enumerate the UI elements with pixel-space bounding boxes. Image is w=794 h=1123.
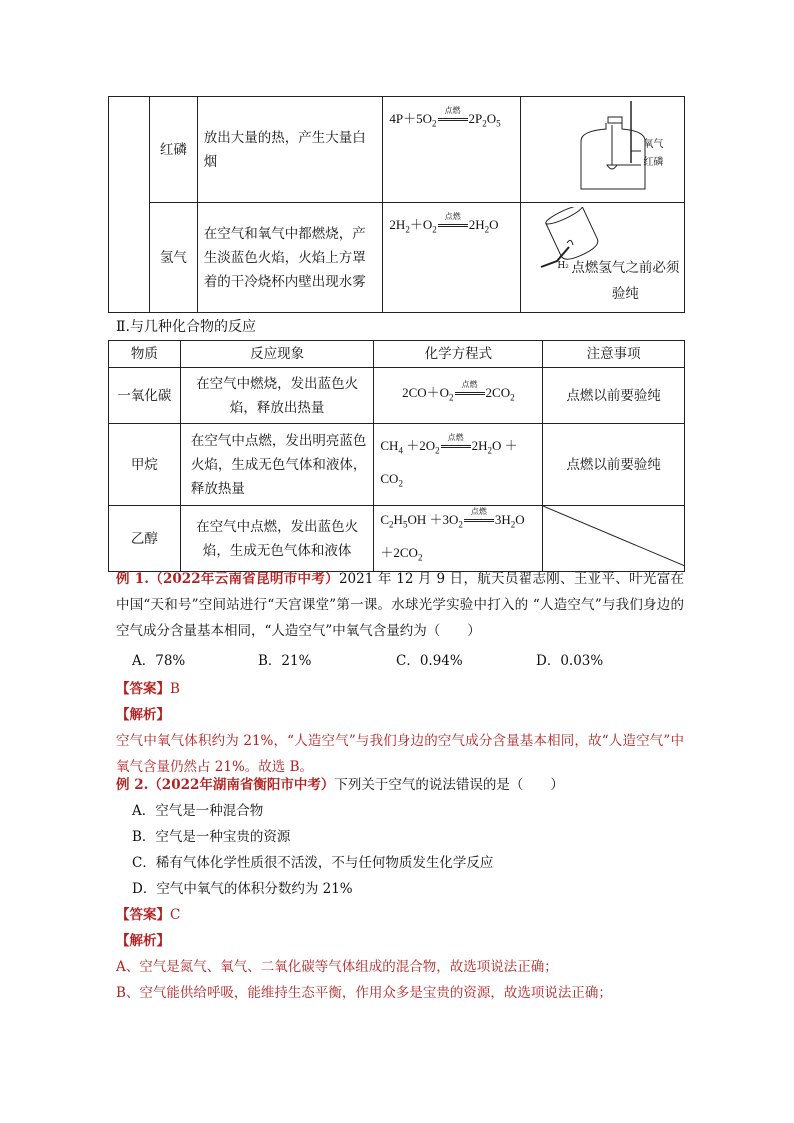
apparatus-figure-cell [521, 97, 685, 203]
substance-cell: 红磷 [149, 97, 197, 203]
option-b: B．21% [258, 653, 312, 669]
answer-value: C [170, 907, 181, 923]
answer-value: B [170, 681, 180, 697]
phenomenon-cell: 在空气中点燃，发出蓝色火焰，生成无色气体和液体 [180, 506, 374, 572]
example-source: （2022年湖南省衡阳市中考） [148, 777, 335, 793]
column-header: 化学方程式 [374, 341, 543, 368]
phenomenon-cell: 在空气中点燃，发出明亮蓝色火焰，生成无色气体和液体，释放热量 [180, 424, 374, 506]
note-cell: 点燃以前要验纯 [543, 424, 685, 506]
apparatus-figure-cell [521, 203, 685, 313]
substance-cell: 乙醇 [109, 506, 181, 572]
diagonal-line [543, 506, 685, 566]
options-row [116, 646, 684, 676]
analysis-line: A、空气是氮气、氧气、二氧化碳等气体组成的混合物，故选项说法正确； [116, 959, 558, 975]
answer-label: 【答案】 [116, 907, 170, 923]
table-row [109, 368, 685, 424]
chemical-equation: $2H_2+O_2$ 点燃 $2H_2O$ [389, 212, 499, 235]
chemical-equation: $2CO+O_2$ 点燃 $2CO_2$ [402, 380, 515, 403]
analysis-line: B、空气能供给呼吸，能维持生态平衡，作用众多是宝贵的资源，故选项说法正确； [116, 985, 612, 1001]
figure-label-red-phosphorus: 红磷 [643, 157, 664, 168]
column-header: 物质 [109, 341, 181, 368]
example-1 [116, 566, 684, 780]
table-row [109, 424, 685, 506]
equation-cell [374, 506, 543, 572]
option-c: C．0.94% [396, 653, 463, 669]
option-d: D．0.03% [536, 653, 604, 669]
chemical-equation: $C_2H_5OH +3O_2$ 点燃 $3H_2O$ $+2CO_2$ [380, 507, 525, 563]
option-a: A．空气是一种混合物 [132, 803, 264, 819]
figure-label-h2: H₂ [557, 261, 569, 271]
phenomenon-cell: 在空气中燃烧，发出蓝色火焰，释放出热量 [180, 368, 374, 424]
answer-line [116, 902, 684, 928]
example-label: 例 2. [116, 777, 149, 793]
section-title: Ⅱ.与几种化合物的反应 [116, 319, 256, 335]
analysis-label: 【解析】 [116, 707, 170, 723]
gas-bottle-figure [561, 101, 681, 201]
question-text: 2021 年 12 月 9 日，航天员翟志刚、王亚平、叶光富在中国“天和号”空间站进行“天宫课堂”第一课。水球光学实验中打入的 “人造空气”与我们身边的空气成分含量基本相同，“人造空气”中氧气含量约为（ ） [116, 571, 684, 639]
answer-line [116, 676, 684, 702]
compound-reaction-table [108, 340, 685, 572]
option-a: A．78% [132, 653, 186, 669]
option-c: C．稀有气体化学性质很不活泼，不与任何物质发生化学反应 [132, 855, 494, 871]
analysis-label: 【解析】 [116, 933, 170, 949]
example-2-question [116, 772, 684, 798]
merged-category-cell [109, 97, 150, 313]
equation-cell [383, 203, 521, 313]
substance-cell: 氢气 [149, 203, 197, 313]
substance-cell: 一氧化碳 [109, 368, 181, 424]
option-b: B．空气是一种宝贵的资源 [132, 829, 291, 845]
note-cell: 点燃以前要验纯 [543, 368, 685, 424]
phenomenon-cell: 放出大量的热，产生大量白烟 [197, 97, 383, 203]
figure-label-oxygen: 氧气 [643, 139, 664, 150]
substance-cell: 甲烷 [109, 424, 181, 506]
table-row [109, 506, 685, 572]
analysis-text: 空气中氧气体积约为 21%，“人造空气”与我们身边的空气成分含量基本相同，故“人造空气”中氧气含量仍然占 21%。故选 B。 [116, 733, 684, 775]
phenomenon-cell: 在空气和氧气中都燃烧，产生淡蓝色火焰，火焰上方罩着的干冷烧杯内壁出现水雾 [197, 203, 383, 313]
element-reaction-table [108, 96, 685, 313]
table-header-row [109, 341, 685, 368]
empty-diagonal-cell [543, 506, 685, 572]
table-row [109, 97, 685, 203]
note-text: 点燃氢气之前必须验纯 [571, 260, 680, 302]
example-1-question [116, 566, 684, 644]
column-header: 反应现象 [180, 341, 374, 368]
answer-label: 【答案】 [116, 681, 170, 697]
column-header: 注意事项 [543, 341, 685, 368]
equation-cell [383, 97, 521, 203]
chemical-equation: $4P+5O_2$ 点燃 $2P_2O_5$ [389, 106, 501, 129]
example-source: （2022年云南省昆明市中考） [148, 571, 339, 587]
equation-cell [374, 424, 543, 506]
equation-cell [374, 368, 543, 424]
table-row [109, 203, 685, 313]
example-label: 例 1. [116, 571, 149, 587]
example-2 [116, 772, 684, 1006]
option-d: D．空气中氧气的体积分数约为 21% [132, 881, 353, 897]
question-text: 下列关于空气的说法错误的是（ ） [334, 777, 564, 793]
chemical-equation: $CH_4 +2O_2$ 点燃 $2H_2O$ ＋ $CO_2$ [380, 432, 518, 489]
